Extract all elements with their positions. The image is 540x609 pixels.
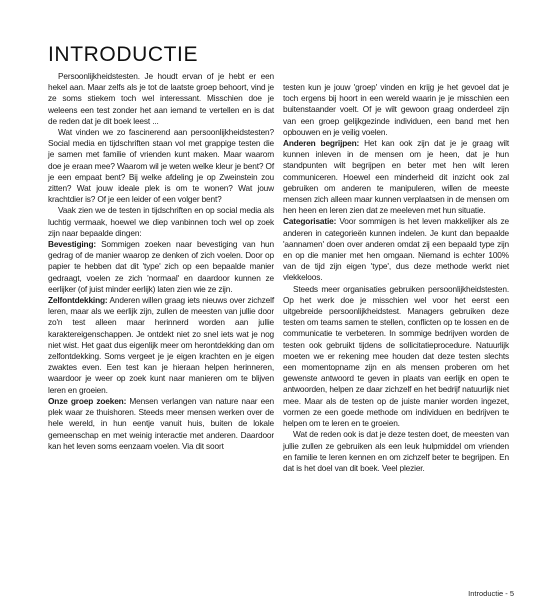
term-text: Anderen willen graag iets nieuws over zichzelf leren, maar als we eerlijk zijn, zullen de meesten van jullie door zo'n test alleen maar herinnerd worden aan jullie karaktereigenschappen. Je ontdekt niet zo snel iets wat je nog niet wist. Het gaat dus eigenlijk meer om herontdekking dan om zelfontdekking. Soms vergeet je je eigen krachten en je eigen zwaktes even. Een test kan je hieraan helpen herinneren, waardoor je weer op zoek kunt naar manieren om te blijven leren en groeien. (48, 295, 274, 395)
term-text: Het kan ook zijn dat je je graag wilt kunnen inleven in de mensen om je heen, dat je hun standpunten wilt begrijpen en beter met hen wilt leren communiceren. Hoewel een minderheid dit inzicht ook zal gebruiken om anderen te manipuleren, willen de meeste mensen zich alleen maar kunnen verplaatsen in de mensen om hen heen en leren zien dat ze meeleven met hun situatie. (283, 138, 509, 216)
term-text: Voor sommigen is het leven makkelijker als ze anderen in categorieën kunnen indelen. Je kunt dan bepaalde 'aannamen' doen over anderen omdat zij een bepaald type zijn en op die manier met hen omgaan. Niemand is echter 100% van de tijd zijn eigen 'type', dus deze methode werkt niet vlekkeloos. (283, 216, 509, 283)
paragraph: Wat de reden ook is dat je deze testen doet, de meesten van jullie zullen ze gebruiken als een leuk hulpmiddel om vrienden en familie te leren kennen en om zichzelf beter te begrijpen. En dat is het doel van dit boek. Veel plezier. (283, 429, 509, 473)
paragraph: Vaak zien we de testen in tijdschriften en op social media als luchtig vermaak, hoewel we diep vanbinnen toch wel op zoek zijn naar bepaalde dingen: (48, 205, 274, 238)
paragraph: Wat vinden we zo fascinerend aan persoonlijkheidstesten? Social media en tijdschriften staan vol met grappige testen die je samen met familie of vrienden kunt maken. Maar waarom doe je eraan mee? Waarom wil je weten welke kleur je bent? Of je een empaat bent? Bij welke afdeling je op Zweinstein zou zitten? Wat jouw ideale plek is om te wonen? Wat jouw krachtdier is? Of je een leider of een volger bent? (48, 127, 274, 205)
term-label: Onze groep zoeken: (48, 395, 127, 406)
term-label: Bevestiging: (48, 239, 96, 250)
list-item-categorisatie (283, 216, 509, 283)
chapter-title: INTRODUCTIE (48, 43, 199, 66)
term-label: Zelfontdekking: (48, 295, 108, 306)
list-item-anderen (283, 138, 509, 216)
paragraph: testen kun je jouw 'groep' vinden en krijg je het gevoel dat je toch ergens bij hoort in een wereld waarin je je misschien een buitenstaander voelt. Of je wilt gewoon graag onderdeel zijn van een groep gelijkgezinde individuen, een band met hen opbouwen en je veilig voelen. (283, 82, 509, 137)
list-item-zelfontdekking (48, 295, 274, 396)
list-item-groep (48, 396, 274, 452)
term-label: Anderen begrijpen: (283, 138, 360, 149)
list-item-bevestiging (48, 239, 274, 295)
page-footer: Introductie - 5 (468, 589, 514, 598)
term-label: Categorisatie: (283, 216, 337, 227)
paragraph: Steeds meer organisaties gebruiken persoonlijkheidstesten. Op het werk doe je misschien wel voor het eerst een uitgebreide persoonlijkheidstest. Managers gebruiken deze testen om teams samen te stellen, conflicten op te lossen en de communicatie te verbeteren. In sommige bedrijven worden de testen ook gebruikt tijdens de sollicitatieprocedure. Natuurlijk moeten we er rekening mee houden dat deze testen slechts een momentopname zijn en als mensen proberen om het gewenste antwoord te geven in plaats van eerlijk en open te antwoorden, helpen ze daar zichzelf en het bedrijf natuurlijk niet mee. Maar als de testen op de juiste manier worden ingezet, vormen ze een goede methode om individuen en bedrijven te helpen om te leren en te groeien. (283, 283, 509, 429)
term-text: Sommigen zoeken naar bevestiging van hun gedrag of de manier waarop ze denken of zich voelen. Door op papier te hebben dat dit 'type' zich op een bepaalde manier gedraagt, voelen ze zich 'normaal' en daardoor kunnen ze eerlijker (of juist minder eerlijk) laten zien wie ze zijn. (48, 239, 274, 294)
right-column (283, 82, 509, 474)
term-text: Mensen verlangen van nature naar een plek waar ze thuishoren. Steeds meer mensen werken over de hele wereld, in hun eentje vanuit huis, buiten de lokale gemeenschap en met weinig interactie met anderen. Daardoor kan het leven soms eenzaam voelen. Via dit soort (48, 395, 274, 451)
left-column (48, 71, 274, 452)
paragraph: Persoonlijkheidstesten. Je houdt ervan of je hebt er een hekel aan. Maar zelfs als je tot de laatste groep behoort, vind je ze soms stiekem toch wel interessant. Misschien doe je weleens een test zonder het aan iemand te vertellen en is dat de reden dat je dit boek leest ... (48, 71, 274, 126)
